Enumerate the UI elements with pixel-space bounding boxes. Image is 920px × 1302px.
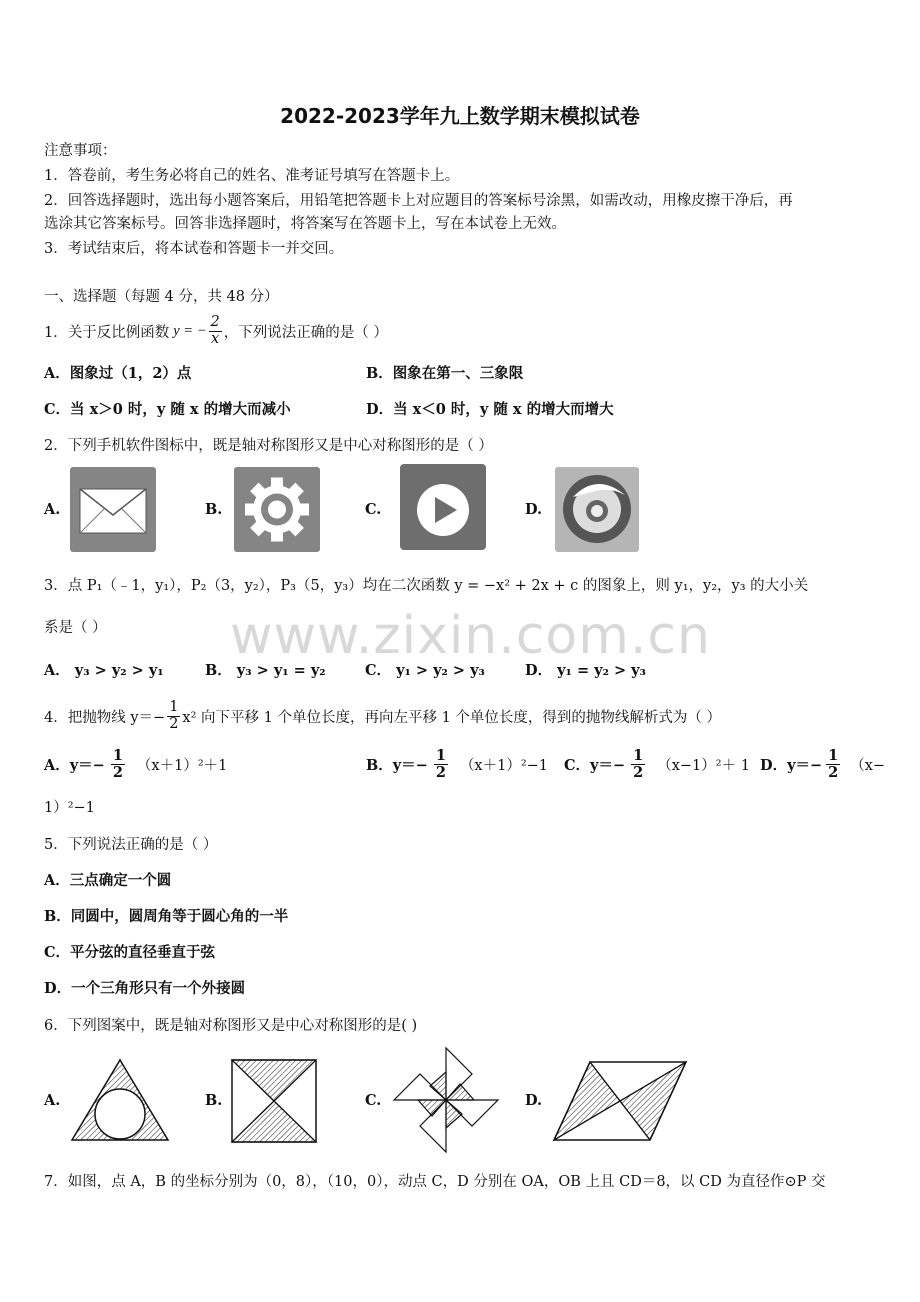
- q4-a-fraction: [111, 748, 125, 781]
- q4-d-den: 2: [828, 763, 839, 781]
- q2-label-a: A.: [44, 501, 61, 518]
- q1-frac-num: 2: [210, 313, 220, 330]
- q1-fraction: [209, 315, 222, 348]
- q1-stem: [44, 306, 388, 356]
- q4-option-d: [760, 741, 885, 787]
- q6-stem: 6．下列图案中，既是轴对称图形又是中心对称图形的是( ): [44, 1018, 418, 1034]
- note-2a: 2．回答选择题时，选出每小题答案后，用铅笔把答题卡上对应题目的答案标号涂黑，如需改动，用橡皮擦干净后，再: [44, 193, 793, 209]
- q4-frac-den: 2: [169, 715, 179, 732]
- q4-stem: [44, 693, 721, 739]
- q1-frac-den: x: [211, 330, 220, 347]
- watermark: www.zixin.com.cn: [230, 606, 711, 666]
- q4-a-den: 2: [112, 763, 123, 781]
- q3-option-d: D． y₁ = y₂ > y₃: [525, 662, 646, 679]
- q6-label-d: D.: [525, 1092, 543, 1109]
- q5-option-d: D．一个三角形只有一个外接圆: [44, 980, 246, 997]
- q4-stem-prefix: 4．把抛物线 y＝−: [44, 709, 166, 726]
- q4-c-num: 1: [633, 746, 644, 764]
- triangle-circle-figure: [68, 1056, 172, 1144]
- q4-c-suffix: （x−1）²＋ 1: [657, 757, 750, 774]
- q3-stem-cont: 系是（ ）: [44, 620, 107, 636]
- q4-d-fraction: [826, 748, 840, 781]
- q1-option-b: B．图象在第一、三象限: [366, 365, 524, 382]
- exam-title: 2022-2023学年九上数学期末模拟试卷: [280, 104, 640, 128]
- note-3: 3．考试结束后，将本试卷和答题卡一并交回。: [44, 241, 344, 257]
- q4-option-c: [564, 741, 750, 787]
- q2-label-c: C.: [365, 501, 382, 518]
- q5-option-c: C．平分弦的直径垂直于弦: [44, 944, 216, 961]
- q6-label-b: B.: [205, 1092, 223, 1109]
- notes-heading: 注意事项：: [44, 143, 117, 159]
- q4-b-prefix: B．y＝−: [366, 756, 428, 774]
- q6-label-c: C.: [365, 1092, 382, 1109]
- q4-option-d-cont: 1）²−1: [44, 800, 95, 816]
- mail-icon: [70, 467, 156, 552]
- q1-func-lhs: y = −: [173, 322, 207, 339]
- parallelogram-figure: [552, 1060, 688, 1142]
- q4-c-prefix: C．y＝−: [564, 756, 626, 774]
- section-heading: 一、选择题（每题 4 分，共 48 分）: [44, 289, 279, 305]
- q4-c-fraction: [631, 748, 645, 781]
- q1-option-a: A．图象过（1，2）点: [44, 365, 192, 382]
- q3-stem: 3．点 P₁（﹣1，y₁），P₂（3，y₂），P₃（5，y₃）均在二次函数 y = −x² + 2x + c 的图象上，则 y₁，y₂，y₃ 的大小关: [44, 578, 809, 594]
- pinwheel-figure: [390, 1046, 502, 1154]
- q1-stem-prefix: 1．关于反比例函数: [44, 324, 170, 341]
- note-2b: 选涂其它答案标号。回答非选择题时，将答案写在答题卡上，写在本试卷上无效。: [44, 216, 566, 232]
- q4-b-fraction: [434, 748, 448, 781]
- square-hourglass-figure: [230, 1058, 318, 1144]
- q1-option-d: D．当 x＜0 时，y 随 x 的增大而增大: [366, 401, 614, 418]
- q5-option-b: B．同圆中，圆周角等于圆心角的一半: [44, 908, 289, 925]
- browser-logo-icon: [555, 467, 639, 552]
- q2-label-b: B.: [205, 501, 223, 518]
- q3-option-c: C． y₁ > y₂ > y₃: [365, 662, 485, 679]
- q3-option-b: B． y₃ > y₁ = y₂: [205, 662, 326, 679]
- q4-d-suffix: （x−: [850, 757, 886, 774]
- q4-b-suffix: （x＋1）²−1: [459, 757, 549, 774]
- q4-option-a: [44, 741, 227, 787]
- q3-option-a: A． y₃ > y₂ > y₁: [44, 662, 164, 679]
- q4-a-prefix: A．y＝−: [44, 756, 105, 774]
- q4-option-b: [366, 741, 548, 787]
- q4-fraction: [167, 700, 180, 733]
- q4-b-num: 1: [435, 746, 446, 764]
- q6-label-a: A.: [44, 1092, 61, 1109]
- q1-option-c: C．当 x＞0 时，y 随 x 的增大而减小: [44, 401, 291, 418]
- q1-stem-suffix: ，下列说法正确的是（ ）: [223, 324, 388, 341]
- q2-label-d: D.: [525, 501, 543, 518]
- q4-d-num: 1: [828, 746, 839, 764]
- q4-c-den: 2: [633, 763, 644, 781]
- q4-b-den: 2: [435, 763, 446, 781]
- q7-stem: 7．如图，点 A，B 的坐标分别为（0，8），（10，0），动点 C，D 分别在 OA，OB 上且 CD＝8，以 CD 为直径作⊙P 交: [44, 1174, 826, 1190]
- play-icon: [400, 464, 486, 550]
- q4-frac-num: 1: [169, 698, 179, 715]
- note-1: 1．答卷前，考生务必将自己的姓名、准考证号填写在答题卡上。: [44, 168, 460, 184]
- q2-stem: 2．下列手机软件图标中，既是轴对称图形又是中心对称图形的是（ ）: [44, 438, 493, 454]
- q5-option-a: A．三点确定一个圆: [44, 872, 172, 889]
- q4-a-num: 1: [112, 746, 123, 764]
- q4-d-prefix: D．y＝−: [760, 756, 823, 774]
- q4-stem-suffix: x² 向下平移 1 个单位长度，再向左平移 1 个单位长度，得到的抛物线解析式为（ ）: [182, 709, 722, 726]
- q5-stem: 5．下列说法正确的是（ ）: [44, 837, 218, 853]
- q4-a-suffix: （x＋1）²＋1: [136, 757, 228, 774]
- gear-icon: [234, 467, 320, 552]
